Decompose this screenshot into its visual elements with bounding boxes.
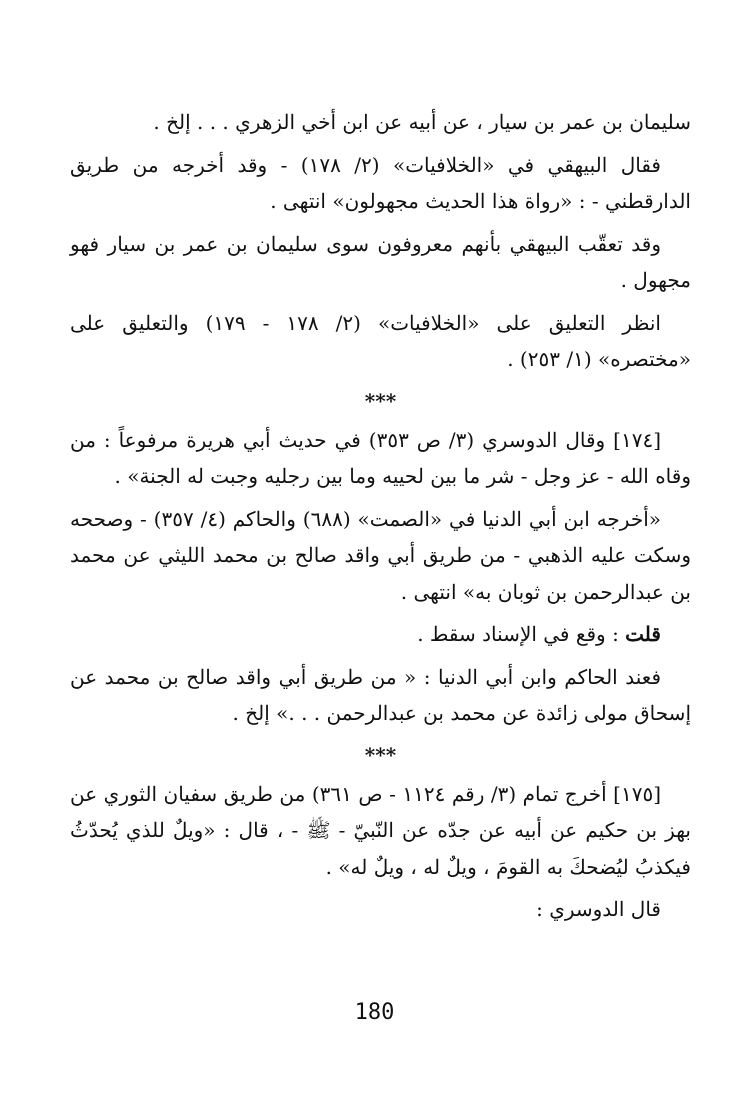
paragraph-10: قال الدوسري : bbox=[536, 897, 661, 921]
paragraph-175: [١٧٥] أخرج تمام (٣/ رقم ١١٢٤ - ص ٣٦١) من طريق سفيان الثوري عن بهز بن حكيم عن أبيه عن جدّه عن النّبيّ - ﷺ - ، قال : «ويلٌ للذي يُحدّثُ فيكذبُ ليُضحكَ به القومَ ، ويلٌ له ، ويلٌ له» . bbox=[70, 781, 691, 879]
page-number: 180 bbox=[354, 1000, 395, 1025]
section-divider-2: *** bbox=[364, 742, 397, 767]
paragraph-3: وقد تعقّب البيهقي بأنهم معروفون سوى سليمان بن عمر بن سيار فهو مجهول . bbox=[70, 231, 691, 292]
paragraph-174: [١٧٤] وقال الدوسري (٣/ ص ٣٥٣) في حديث أبي هريرة مرفوعاً : من وقاه الله - عز وجل - شر ما بين لحييه وما بين رجليه وجبت له الجنة» . bbox=[70, 427, 691, 488]
section-divider-1: *** bbox=[364, 388, 397, 413]
paragraph-6: «أخرجه ابن أبي الدنيا في «الصمت» (٦٨٨) والحاكم (٤/ ٣٥٧) - وصححه وسكت عليه الذهبي - من طريق أبي واقد صالح بن محمد الليثي عن محمد بن عبدالرحمن بن ثوبان به» انتهى . bbox=[70, 506, 692, 604]
body-text bbox=[70, 104, 691, 934]
paragraph-8: فعند الحاكم وابن أبي الدنيا : « من طريق أبي واقد صالح بن محمد عن إسحاق مولى زائدة عن محمد بن عبدالرحمن . . .» إلخ . bbox=[70, 664, 691, 725]
paragraph-1: سليمان بن عمر بن سيار ، عن أبيه عن ابن أخي الزهري . . . إلخ . bbox=[153, 110, 691, 134]
paragraph-7 bbox=[70, 616, 691, 653]
paragraph-4: انظر التعليق على «الخلافيات» (٢/ ١٧٨ - ١٧٩) والتعليق على «مختصره» (١/ ٢٥٣) . bbox=[70, 310, 691, 371]
qultu-text: : وقع في الإسناد سقط . bbox=[417, 622, 619, 646]
paragraph-2: فقال البيهقي في «الخلافيات» (٢/ ١٧٨) - وقد أخرجه من طريق الدارقطني - : «رواة هذا الحديث مجهولون» انتهى . bbox=[70, 152, 691, 213]
qultu-label: قلت bbox=[625, 622, 661, 646]
